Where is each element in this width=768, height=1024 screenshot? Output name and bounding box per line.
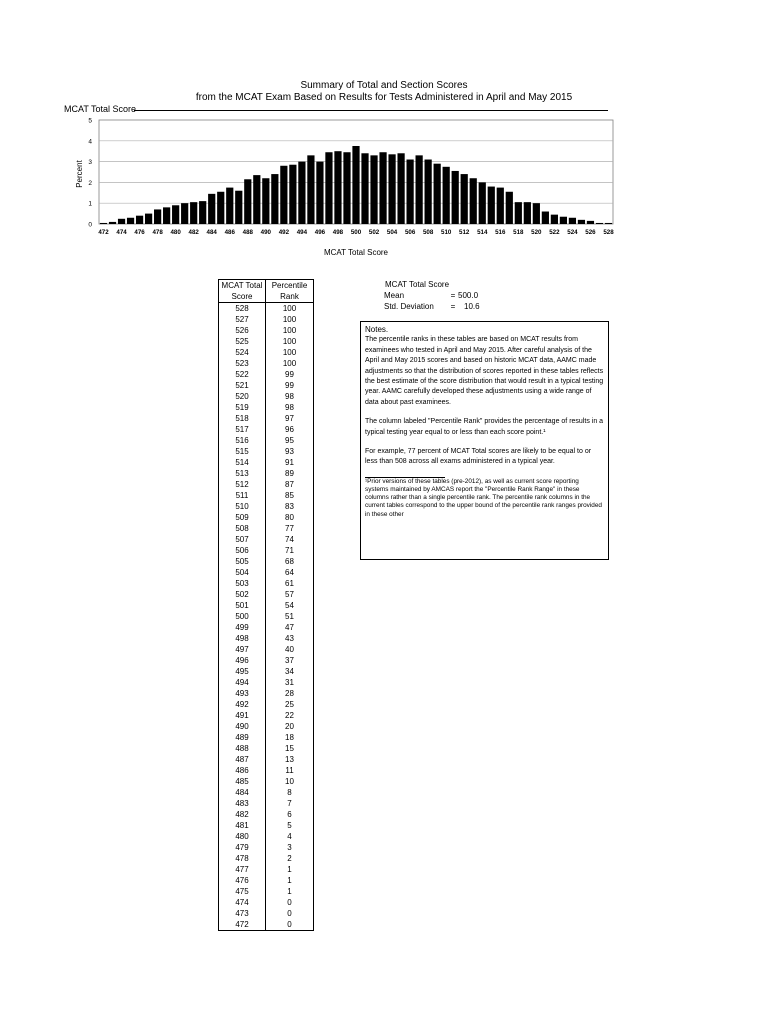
table-row: [219, 578, 314, 589]
score-distribution-chart: [60, 112, 620, 260]
percentile-cell: 97: [266, 413, 314, 424]
bar-510: [443, 167, 450, 224]
x-tick-label: 516: [495, 229, 506, 236]
bar-486: [226, 188, 233, 224]
table-row: [219, 655, 314, 666]
x-tick-label: 490: [260, 229, 271, 236]
score-cell: 473: [219, 908, 266, 919]
table-row: [219, 479, 314, 490]
bar-491: [271, 174, 278, 224]
percentile-cell: 4: [266, 831, 314, 842]
score-cell: 504: [219, 567, 266, 578]
score-cell: 520: [219, 391, 266, 402]
score-cell: 488: [219, 743, 266, 754]
bar-509: [434, 164, 441, 224]
section-divider: [134, 110, 608, 111]
table-row: [219, 512, 314, 523]
table-row: [219, 369, 314, 380]
score-cell: 524: [219, 347, 266, 358]
percentile-cell: 57: [266, 589, 314, 600]
x-tick-label: 484: [206, 229, 217, 236]
score-cell: 480: [219, 831, 266, 842]
percentile-cell: 99: [266, 380, 314, 391]
bar-477: [145, 214, 152, 224]
x-tick-label: 524: [567, 229, 578, 236]
x-tick-label: 486: [224, 229, 235, 236]
score-cell: 517: [219, 424, 266, 435]
table-row: [219, 677, 314, 688]
summary-stats: [384, 279, 480, 312]
score-cell: 521: [219, 380, 266, 391]
table-row: [219, 446, 314, 457]
bar-481: [181, 203, 188, 224]
table-row: [219, 732, 314, 743]
x-axis-label: MCAT Total Score: [323, 248, 389, 257]
bar-474: [118, 219, 125, 224]
x-tick-label: 522: [549, 229, 560, 236]
bar-483: [199, 201, 206, 224]
percentile-cell: 43: [266, 633, 314, 644]
table-row: [219, 622, 314, 633]
table-row: [219, 710, 314, 721]
y-tick-label: 1: [88, 200, 92, 208]
score-cell: 491: [219, 710, 266, 721]
percentile-cell: 0: [266, 919, 314, 931]
score-cell: 527: [219, 314, 266, 325]
x-tick-label: 488: [242, 229, 253, 236]
percentile-cell: 37: [266, 655, 314, 666]
score-cell: 475: [219, 886, 266, 897]
x-tick-label: 494: [296, 229, 308, 236]
equals-sign: =: [450, 291, 456, 300]
bar-504: [388, 154, 395, 224]
x-tick-label: 520: [531, 229, 542, 236]
score-cell: 515: [219, 446, 266, 457]
table-row: [219, 325, 314, 336]
percentile-cell: 54: [266, 600, 314, 611]
score-cell: 499: [219, 622, 266, 633]
bar-484: [208, 194, 215, 224]
table-header-row: [219, 291, 314, 303]
table-row: [219, 798, 314, 809]
bar-526: [587, 221, 594, 224]
sd-label: Std. Deviation: [384, 302, 434, 311]
mean-label: Mean: [384, 291, 405, 300]
score-cell: 474: [219, 897, 266, 908]
mean-row: [384, 290, 480, 301]
percentile-cell: 64: [266, 567, 314, 578]
table-row: [219, 853, 314, 864]
table-row: [219, 611, 314, 622]
bar-502: [370, 155, 377, 224]
percentile-cell: 95: [266, 435, 314, 446]
percentile-cell: 96: [266, 424, 314, 435]
header-rank-line1: Percentile: [266, 280, 314, 292]
table-row: [219, 424, 314, 435]
bar-476: [136, 216, 143, 224]
percentile-cell: 61: [266, 578, 314, 589]
table-row: [219, 875, 314, 886]
equals-sign: =: [450, 302, 456, 311]
bar-503: [379, 152, 386, 224]
percentile-cell: 98: [266, 391, 314, 402]
percentile-cell: 6: [266, 809, 314, 820]
score-cell: 492: [219, 699, 266, 710]
percentile-cell: 40: [266, 644, 314, 655]
stats-title: MCAT Total Score: [385, 280, 450, 289]
percentile-cell: 25: [266, 699, 314, 710]
x-tick-label: 492: [278, 229, 290, 236]
score-cell: 493: [219, 688, 266, 699]
table-row: [219, 600, 314, 611]
score-cell: 523: [219, 358, 266, 369]
bar-493: [289, 165, 296, 224]
bar-495: [307, 155, 314, 224]
y-tick-label: 2: [88, 179, 92, 187]
percentile-cell: 28: [266, 688, 314, 699]
score-cell: 528: [219, 303, 266, 315]
bar-478: [154, 209, 161, 224]
bar-515: [488, 187, 495, 224]
percentile-cell: 34: [266, 666, 314, 677]
score-cell: 506: [219, 545, 266, 556]
header-rank-line2: Rank: [266, 291, 314, 303]
table-row: [219, 468, 314, 479]
table-row: [219, 567, 314, 578]
percentile-cell: 77: [266, 523, 314, 534]
table-row: [219, 413, 314, 424]
x-tick-label: 496: [314, 229, 326, 236]
notes-paragraph-1: The percentile ranks in these tables are based on MCAT results from examinees who tested in April and May 2015. After careful analysis of the April and May 2015 scores and based on historic MCAT data, AAMC made adjustments so that the distribution of scores reported in these tables reflects the best estimate of the score distribution that would result in a typical testing year. AAMC carefully developed these adjustments using a wide range of data about past examinees.: [365, 336, 604, 406]
bar-513: [470, 178, 477, 224]
bar-512: [461, 174, 468, 224]
percentile-cell: 18: [266, 732, 314, 743]
percentile-cell: 22: [266, 710, 314, 721]
notes-heading: Notes.: [365, 325, 389, 334]
x-tick-label: 506: [404, 229, 416, 236]
percentile-cell: 89: [266, 468, 314, 479]
table-row: [219, 688, 314, 699]
table-row: [219, 435, 314, 446]
percentile-cell: 93: [266, 446, 314, 457]
score-cell: 497: [219, 644, 266, 655]
bar-501: [361, 153, 368, 224]
score-cell: 489: [219, 732, 266, 743]
score-cell: 508: [219, 523, 266, 534]
score-cell: 482: [219, 809, 266, 820]
report-subtitle: from the MCAT Exam Based on Results for Tests Administered in April and May 2015: [195, 92, 573, 103]
bar-490: [262, 178, 269, 224]
notes-paragraph-3: For example, 77 percent of MCAT Total scores are likely to be equal to or less than 508 across all exams administered in a typical year.: [365, 448, 592, 466]
table-row: [219, 699, 314, 710]
score-cell: 477: [219, 864, 266, 875]
table-row: [219, 787, 314, 798]
table-row: [219, 644, 314, 655]
bar-519: [524, 202, 531, 224]
percentile-cell: 91: [266, 457, 314, 468]
percentile-cell: 11: [266, 765, 314, 776]
x-tick-label: 498: [332, 229, 344, 236]
percentile-cell: 10: [266, 776, 314, 787]
percentile-cell: 74: [266, 534, 314, 545]
percentile-cell: 71: [266, 545, 314, 556]
bar-511: [452, 171, 459, 224]
score-cell: 505: [219, 556, 266, 567]
table-row: [219, 457, 314, 468]
x-tick-label: 502: [368, 229, 380, 236]
percentile-cell: 7: [266, 798, 314, 809]
bar-506: [407, 160, 414, 224]
x-tick-label: 482: [188, 229, 199, 236]
score-cell: 519: [219, 402, 266, 413]
bar-485: [217, 192, 224, 224]
score-cell: 498: [219, 633, 266, 644]
bar-520: [533, 203, 540, 224]
percentile-cell: 8: [266, 787, 314, 798]
table-row: [219, 633, 314, 644]
x-tick-label: 476: [134, 229, 145, 236]
table-row: [219, 391, 314, 402]
bar-514: [479, 182, 486, 224]
table-row: [219, 765, 314, 776]
x-tick-label: 508: [422, 229, 434, 236]
section-label: MCAT Total Score: [64, 104, 137, 114]
table-row: [219, 886, 314, 897]
table-row: [219, 402, 314, 413]
table-row: [219, 776, 314, 787]
bar-527: [596, 223, 603, 224]
y-tick-label: 5: [88, 117, 92, 125]
score-cell: 509: [219, 512, 266, 523]
x-tick-label: 500: [350, 229, 362, 236]
notes-paragraph-2: The column labeled "Percentile Rank" provides the percentage of results in a typical testing year equal to or less than each score point.¹: [365, 418, 604, 436]
percentile-cell: 100: [266, 325, 314, 336]
table-row: [219, 919, 314, 931]
percentile-cell: 51: [266, 611, 314, 622]
table-row: [219, 336, 314, 347]
score-cell: 518: [219, 413, 266, 424]
bar-505: [397, 153, 404, 224]
percentile-cell: 47: [266, 622, 314, 633]
bar-496: [316, 162, 323, 224]
score-cell: 512: [219, 479, 266, 490]
table-row: [219, 501, 314, 512]
percentile-cell: 85: [266, 490, 314, 501]
x-tick-label: 512: [459, 229, 470, 236]
table-row: [219, 842, 314, 853]
table-row: [219, 754, 314, 765]
percentile-cell: 1: [266, 886, 314, 897]
table-row: [219, 490, 314, 501]
table-row: [219, 358, 314, 369]
score-cell: 503: [219, 578, 266, 589]
bar-497: [325, 152, 332, 224]
percentile-table: [218, 279, 314, 931]
percentile-cell: 1: [266, 864, 314, 875]
score-cell: 496: [219, 655, 266, 666]
x-tick-label: 526: [585, 229, 596, 236]
bar-475: [127, 218, 134, 224]
percentile-cell: 100: [266, 336, 314, 347]
score-cell: 513: [219, 468, 266, 479]
score-cell: 516: [219, 435, 266, 446]
percentile-cell: 3: [266, 842, 314, 853]
score-cell: 510: [219, 501, 266, 512]
bar-498: [334, 151, 341, 224]
bar-487: [235, 191, 242, 224]
table-row: [219, 721, 314, 732]
bar-500: [352, 146, 359, 224]
table-row: [219, 523, 314, 534]
table-row: [219, 809, 314, 820]
mean-value: 500.0: [458, 291, 479, 300]
report-title: Summary of Total and Section Scores: [300, 80, 468, 91]
x-tick-label: 472: [98, 229, 109, 236]
table-header-row: [219, 280, 314, 292]
y-axis-label: Percent: [75, 160, 84, 188]
bar-525: [578, 220, 585, 224]
score-cell: 472: [219, 919, 266, 931]
score-cell: 514: [219, 457, 266, 468]
score-cell: 525: [219, 336, 266, 347]
percentile-cell: 5: [266, 820, 314, 831]
percentile-cell: 100: [266, 347, 314, 358]
bar-517: [506, 192, 513, 224]
bar-508: [425, 160, 432, 224]
table-row: [219, 534, 314, 545]
percentile-cell: 15: [266, 743, 314, 754]
bar-472: [100, 223, 107, 224]
table-row: [219, 908, 314, 919]
y-tick-label: 0: [88, 221, 92, 229]
x-tick-label: 474: [116, 229, 127, 236]
table-row: [219, 545, 314, 556]
table-row: [219, 820, 314, 831]
score-cell: 476: [219, 875, 266, 886]
table-row: [219, 589, 314, 600]
bar-521: [542, 212, 549, 224]
score-cell: 487: [219, 754, 266, 765]
percentile-cell: 87: [266, 479, 314, 490]
percentile-cell: 1: [266, 875, 314, 886]
x-tick-label: 510: [441, 229, 452, 236]
bar-516: [497, 188, 504, 224]
percentile-cell: 0: [266, 897, 314, 908]
sd-row: [384, 301, 480, 312]
x-tick-label: 480: [170, 229, 181, 236]
score-cell: 501: [219, 600, 266, 611]
bar-480: [172, 205, 179, 224]
percentile-cell: 100: [266, 358, 314, 369]
table-row: [219, 380, 314, 391]
score-cell: 502: [219, 589, 266, 600]
score-cell: 511: [219, 490, 266, 501]
percentile-cell: 68: [266, 556, 314, 567]
percentile-cell: 13: [266, 754, 314, 765]
table-row: [219, 666, 314, 677]
score-cell: 490: [219, 721, 266, 732]
percentile-cell: 98: [266, 402, 314, 413]
bar-488: [244, 179, 251, 224]
percentile-cell: 20: [266, 721, 314, 732]
percentile-cell: 100: [266, 303, 314, 315]
percentile-cell: 0: [266, 908, 314, 919]
percentile-cell: 31: [266, 677, 314, 688]
bar-518: [515, 202, 522, 224]
score-cell: 479: [219, 842, 266, 853]
bar-499: [343, 152, 350, 224]
notes-footnote: ¹Prior versions of these tables (pre-2012), as well as current score reporting systems maintained by AMCAS report the "Percentile Rank Range" in these columns rather than a single percentile rank. The percentile rank columns in the current tables correspond to the upper bound of the percentile rank ranges provided in these other: [365, 477, 602, 518]
header-score-line1: MCAT Total: [219, 280, 266, 292]
notes-box: [360, 321, 609, 560]
bar-479: [163, 207, 170, 224]
percentile-cell: 100: [266, 314, 314, 325]
score-cell: 500: [219, 611, 266, 622]
bar-528: [605, 223, 612, 224]
score-cell: 486: [219, 765, 266, 776]
table-row: [219, 897, 314, 908]
score-cell: 478: [219, 853, 266, 864]
y-tick-label: 4: [88, 138, 92, 146]
table-row: [219, 347, 314, 358]
bar-482: [190, 202, 197, 224]
bar-492: [280, 166, 287, 224]
bar-489: [253, 175, 260, 224]
y-tick-label: 3: [88, 159, 92, 167]
score-cell: 507: [219, 534, 266, 545]
percentile-cell: 80: [266, 512, 314, 523]
table-row: [219, 864, 314, 875]
x-tick-label: 514: [477, 229, 488, 236]
table-row: [219, 743, 314, 754]
score-cell: 483: [219, 798, 266, 809]
score-cell: 481: [219, 820, 266, 831]
bar-523: [560, 217, 567, 224]
score-cell: 484: [219, 787, 266, 798]
score-cell: 494: [219, 677, 266, 688]
bar-494: [298, 162, 305, 224]
score-cell: 495: [219, 666, 266, 677]
bar-507: [416, 155, 423, 224]
x-tick-label: 518: [513, 229, 524, 236]
x-tick-label: 504: [386, 229, 398, 236]
score-cell: 526: [219, 325, 266, 336]
x-tick-label: 478: [152, 229, 163, 236]
table-row: [219, 831, 314, 842]
table-row: [219, 556, 314, 567]
percentile-cell: 2: [266, 853, 314, 864]
score-cell: 522: [219, 369, 266, 380]
bar-522: [551, 215, 558, 224]
percentile-cell: 99: [266, 369, 314, 380]
table-row: [219, 314, 314, 325]
bar-473: [109, 222, 116, 224]
x-tick-label: 528: [603, 229, 614, 236]
percentile-cell: 83: [266, 501, 314, 512]
bar-524: [569, 218, 576, 224]
table-row: [219, 303, 314, 315]
sd-value: 10.6: [464, 302, 480, 311]
header-score-line2: Score: [219, 291, 266, 303]
score-cell: 485: [219, 776, 266, 787]
